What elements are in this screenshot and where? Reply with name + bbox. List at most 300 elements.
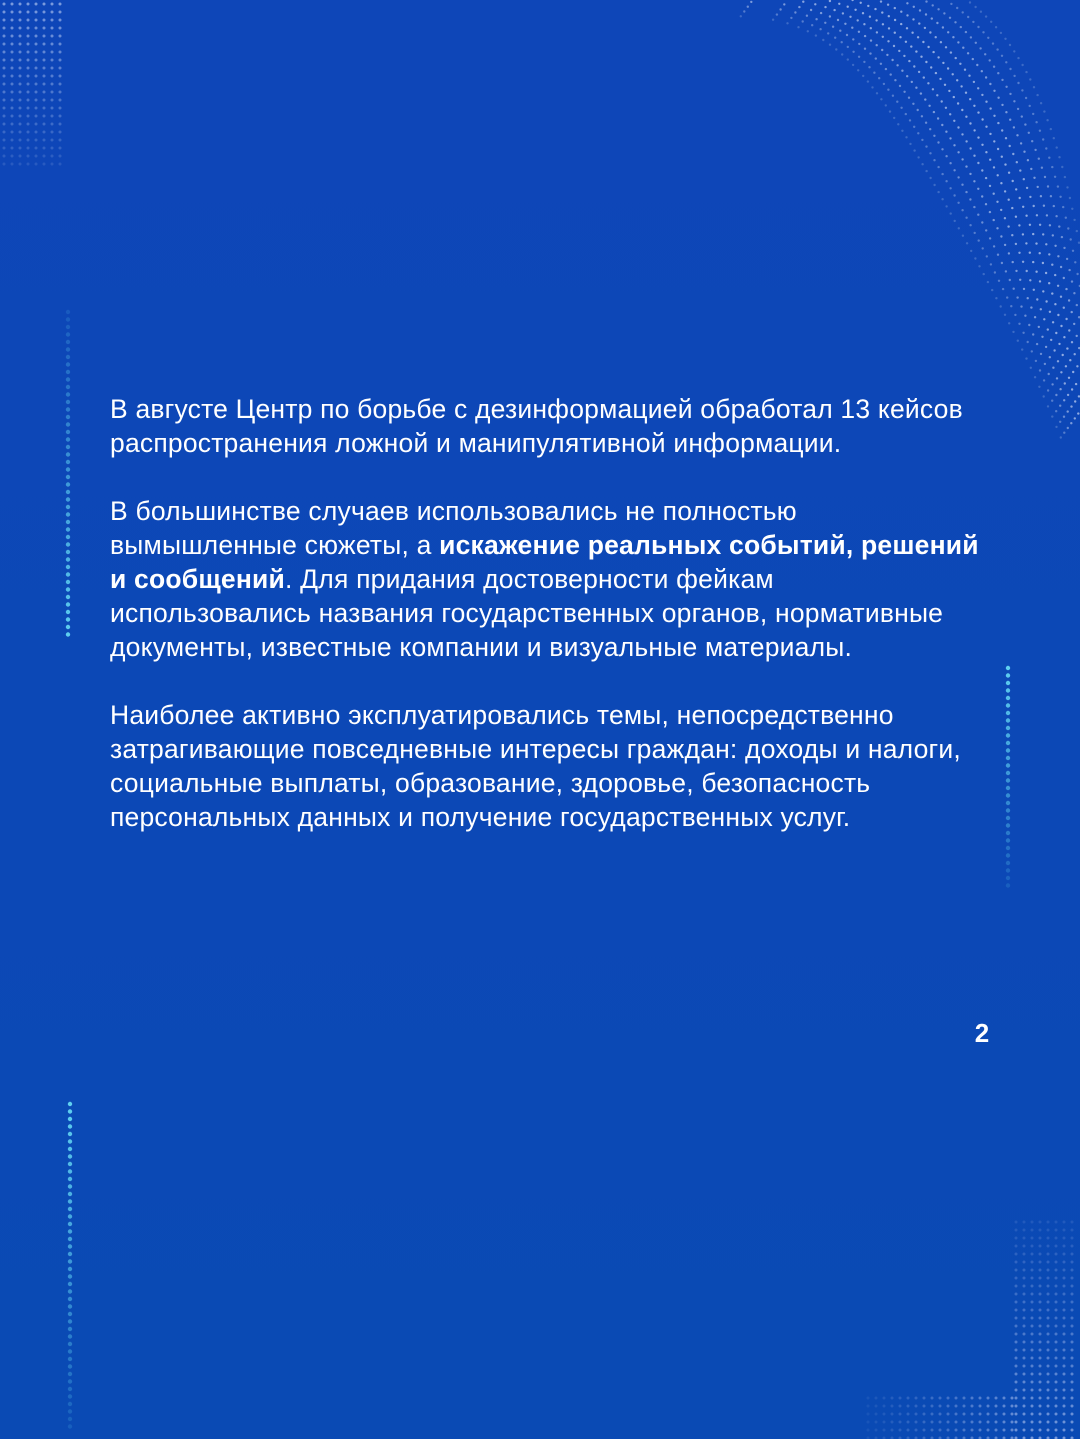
decor-dot <box>19 147 22 150</box>
decor-dot <box>1045 243 1047 245</box>
decor-dot <box>989 237 991 239</box>
decor-dot <box>894 79 896 81</box>
decor-dot <box>858 43 860 45</box>
decor-dot <box>851 27 853 29</box>
decor-dot <box>51 75 54 78</box>
decor-dot <box>1070 405 1072 407</box>
decor-dot <box>1006 801 1010 805</box>
decor-dot <box>915 1405 918 1408</box>
decor-dot <box>947 1421 950 1424</box>
decor-dot <box>1055 1389 1058 1392</box>
decor-dot <box>971 1397 974 1400</box>
decor-dot <box>909 119 911 121</box>
decor-dot <box>814 3 816 5</box>
decor-dot <box>66 512 70 516</box>
decor-dot <box>965 92 967 94</box>
decor-dot <box>937 56 939 58</box>
decor-dot <box>932 88 934 90</box>
decor-dot <box>1006 741 1010 745</box>
decor-dot <box>1000 32 1002 34</box>
decor-dot <box>941 100 943 102</box>
decor-dot <box>972 58 974 60</box>
decor-dot <box>1055 1317 1058 1320</box>
decor-dot <box>779 8 781 10</box>
decor-dot <box>894 32 896 34</box>
decor-dot <box>984 53 986 55</box>
decor-dot <box>1055 1381 1058 1384</box>
decor-dot <box>1071 1365 1074 1368</box>
decor-dot <box>1031 1261 1034 1264</box>
decor-dot <box>27 147 30 150</box>
decor-dot <box>68 1252 72 1256</box>
decor-dot <box>1047 1397 1050 1400</box>
decor-dot <box>1055 1365 1058 1368</box>
decor-dot <box>68 1387 72 1391</box>
decor-dot <box>1003 1405 1006 1408</box>
decor-dot <box>972 21 974 23</box>
decor-dot <box>1063 1261 1066 1264</box>
decor-dot <box>1071 311 1073 313</box>
decor-dot <box>59 131 62 134</box>
decor-dot <box>19 43 22 46</box>
decor-dot <box>43 43 46 46</box>
decor-dot <box>993 193 995 195</box>
decor-dot <box>1043 318 1045 320</box>
decor-dot <box>1047 1325 1050 1328</box>
decor-dot <box>1048 282 1050 284</box>
decor-dot <box>43 11 46 14</box>
decor-dot <box>3 107 6 110</box>
decor-dot <box>1006 703 1010 707</box>
decor-dot <box>19 99 22 102</box>
decor-dot <box>43 163 46 166</box>
left-dot-column <box>66 310 70 637</box>
decor-dot <box>967 16 969 18</box>
decor-dot <box>1006 778 1010 782</box>
decor-dot <box>66 325 70 329</box>
decor-dot <box>937 117 939 119</box>
decor-dot <box>1000 235 1002 237</box>
decor-dot <box>1011 207 1013 209</box>
decor-dot <box>68 1312 72 1316</box>
decor-dot <box>909 143 911 145</box>
decor-dot <box>987 1421 990 1424</box>
decor-dot <box>27 131 30 134</box>
decor-dot <box>970 36 972 38</box>
decor-dot <box>891 1413 894 1416</box>
decor-dot <box>1055 1229 1058 1232</box>
decor-dot <box>806 15 808 17</box>
decor-dot <box>1055 1293 1058 1296</box>
decor-dot <box>1031 1429 1034 1432</box>
decor-dot <box>66 542 70 546</box>
decor-dot <box>990 263 992 265</box>
decor-dot <box>1015 1357 1018 1360</box>
decor-dot <box>1003 1421 1006 1424</box>
decor-dot <box>1036 94 1038 96</box>
decor-dot <box>1068 299 1070 301</box>
decor-dot <box>925 13 927 15</box>
decor-dot <box>961 158 963 160</box>
decor-dot <box>928 105 930 107</box>
decor-dot <box>964 69 966 71</box>
decor-dot <box>993 90 995 92</box>
decor-dot <box>947 1413 950 1416</box>
decor-dot <box>59 67 62 70</box>
decor-dot <box>1025 215 1027 217</box>
decor-dot <box>867 1421 870 1424</box>
decor-dot <box>955 1429 958 1432</box>
decor-dot <box>19 3 22 6</box>
decor-dot <box>961 133 963 135</box>
decor-dot <box>1046 119 1048 121</box>
decor-dot <box>1047 185 1049 187</box>
decor-dot <box>993 115 995 117</box>
decor-dot <box>1020 305 1022 307</box>
decor-dot <box>1071 1333 1074 1336</box>
decor-dot <box>875 1413 878 1416</box>
decor-dot <box>1024 315 1026 317</box>
decor-dot <box>1023 1357 1026 1360</box>
decor-dot <box>887 40 889 42</box>
decor-dot <box>952 73 954 75</box>
decor-dot <box>931 1421 934 1424</box>
decor-dot <box>1013 126 1015 128</box>
decor-dot <box>899 1429 902 1432</box>
decor-dot <box>1038 158 1040 160</box>
decor-dot <box>1071 1349 1074 1352</box>
decor-dot <box>1047 1269 1050 1272</box>
decor-dot <box>1055 1245 1058 1248</box>
decor-dot <box>963 1405 966 1408</box>
decor-dot <box>1014 314 1016 316</box>
decor-dot <box>1063 1277 1066 1280</box>
decor-dot <box>1066 186 1068 188</box>
decor-dot <box>978 239 980 241</box>
decor-dot <box>962 47 964 49</box>
decor-dot <box>1012 153 1014 155</box>
decor-dot <box>997 254 999 256</box>
decor-dot <box>929 177 931 179</box>
decor-dot <box>927 46 929 48</box>
decor-dot <box>899 1405 902 1408</box>
decor-dot <box>1009 145 1011 147</box>
decor-dot <box>1023 1301 1026 1304</box>
decor-dot <box>852 38 854 40</box>
decor-dot <box>977 188 979 190</box>
decor-dot <box>27 139 30 142</box>
decor-dot <box>68 1334 72 1338</box>
decor-dot <box>957 202 959 204</box>
decor-dot <box>59 43 62 46</box>
decor-dot <box>1060 296 1062 298</box>
decor-dot <box>51 27 54 30</box>
decor-dot <box>1047 1245 1050 1248</box>
decor-dot <box>870 27 872 29</box>
decor-dot <box>1068 377 1070 379</box>
decor-dot <box>66 490 70 494</box>
decor-dot <box>1052 234 1054 236</box>
decor-dot <box>1047 1261 1050 1264</box>
decor-dot <box>43 139 46 142</box>
decor-dot <box>955 1421 958 1424</box>
decor-dot <box>977 136 979 138</box>
decor-dot <box>1047 1421 1050 1424</box>
decor-dot <box>921 139 923 141</box>
decor-dot <box>1057 285 1059 287</box>
decor-dot <box>1015 1381 1018 1384</box>
decor-dot <box>51 59 54 62</box>
decor-dot <box>1061 166 1063 168</box>
decor-dot <box>874 8 876 10</box>
decor-dot <box>43 91 46 94</box>
decor-dot <box>3 147 6 150</box>
decor-dot <box>1015 1221 1018 1224</box>
decor-dot <box>876 92 878 94</box>
decor-dot <box>968 75 970 77</box>
decor-dot <box>982 31 984 33</box>
decor-dot <box>903 91 905 93</box>
decor-dot <box>1033 289 1035 291</box>
decor-dot <box>11 43 14 46</box>
decor-dot <box>954 21 956 23</box>
decor-dot <box>1039 1381 1042 1384</box>
decor-dot <box>66 520 70 524</box>
decor-dot <box>950 51 952 53</box>
decor-dot <box>915 1421 918 1424</box>
decor-dot <box>935 72 937 74</box>
decor-dot <box>1023 1317 1026 1320</box>
decor-dot <box>1028 132 1030 134</box>
decor-dot <box>962 11 964 13</box>
decor-dot <box>1023 1253 1026 1256</box>
decor-dot <box>747 6 749 8</box>
decor-dot <box>1023 1277 1026 1280</box>
decor-dot <box>1043 395 1045 397</box>
decor-dot <box>1045 346 1047 348</box>
decor-dot <box>1000 182 1002 184</box>
decor-dot <box>1015 1309 1018 1312</box>
decor-dot <box>1073 292 1075 294</box>
decor-dot <box>841 53 843 55</box>
decor-dot <box>1015 216 1017 218</box>
decor-dot <box>917 156 919 158</box>
decor-dot <box>1032 333 1034 335</box>
decor-dot <box>1055 1429 1058 1432</box>
decor-dot <box>887 89 889 91</box>
decor-dot <box>960 26 962 28</box>
decor-dot <box>1031 1245 1034 1248</box>
decor-dot <box>59 11 62 14</box>
decor-dot <box>1027 297 1029 299</box>
decor-dot <box>989 59 991 61</box>
decor-dot <box>1032 261 1034 263</box>
decor-dot <box>1049 224 1051 226</box>
decor-dot <box>1071 1301 1074 1304</box>
decor-dot <box>1023 1237 1026 1240</box>
decor-dot <box>1063 1229 1066 1232</box>
decor-dot <box>1071 1317 1074 1320</box>
decor-dot <box>1050 339 1052 341</box>
decor-dot <box>59 139 62 142</box>
decor-dot <box>1051 383 1053 385</box>
decor-dot <box>1047 1413 1050 1416</box>
decor-dot <box>923 1421 926 1424</box>
decor-dot <box>1063 1269 1066 1272</box>
decor-dot <box>1047 1349 1050 1352</box>
decor-dot <box>896 64 898 66</box>
decor-dot <box>977 111 979 113</box>
decor-dot <box>1045 272 1047 274</box>
decor-dot <box>1042 290 1044 292</box>
decor-dot <box>1063 1325 1066 1328</box>
decor-dot <box>11 131 14 134</box>
decor-dot <box>43 75 46 78</box>
decor-dot <box>1032 233 1034 235</box>
decor-dot <box>19 91 22 94</box>
decor-dot <box>1015 1261 1018 1264</box>
decor-dot <box>1039 1317 1042 1320</box>
decor-dot <box>1021 115 1023 117</box>
decor-dot <box>923 1429 926 1432</box>
decor-dot <box>945 107 947 109</box>
decor-dot <box>921 115 923 117</box>
decor-dot <box>969 147 971 149</box>
decor-dot <box>1021 348 1023 350</box>
decor-dot <box>1022 332 1024 334</box>
decor-dot <box>1011 1421 1014 1424</box>
decor-dot <box>1015 1301 1018 1304</box>
decor-dot <box>1059 405 1061 407</box>
decor-dot <box>1006 733 1010 737</box>
decor-dot <box>3 27 6 30</box>
decor-dot <box>3 35 6 38</box>
decor-dot <box>772 19 774 21</box>
decor-dot <box>1055 1333 1058 1336</box>
decor-dot <box>66 475 70 479</box>
decor-dot <box>883 1397 886 1400</box>
decor-dot <box>941 148 943 150</box>
decor-dot <box>1063 307 1065 309</box>
decor-dot <box>1011 1397 1014 1400</box>
decor-dot <box>51 131 54 134</box>
decor-dot <box>978 265 980 267</box>
decor-dot <box>973 206 975 208</box>
decor-dot <box>1028 324 1030 326</box>
decor-dot <box>953 194 955 196</box>
decor-dot <box>1055 1341 1058 1344</box>
decor-dot <box>945 205 947 207</box>
decor-dot <box>1031 1293 1034 1296</box>
decor-dot <box>1076 335 1078 337</box>
decor-dot <box>27 59 30 62</box>
decor-dot <box>995 1429 998 1432</box>
decor-dot <box>1063 247 1065 249</box>
decor-dot <box>1023 1397 1026 1400</box>
decor-dot <box>3 163 6 166</box>
decor-dot <box>886 54 888 56</box>
decor-dot <box>1031 1389 1034 1392</box>
decor-dot <box>1036 298 1038 300</box>
decor-dot <box>68 1117 72 1121</box>
decor-dot <box>1067 410 1069 412</box>
decor-dot <box>1055 1309 1058 1312</box>
decor-dot <box>1035 121 1037 123</box>
decor-dot <box>871 86 873 88</box>
decor-dot <box>1040 102 1042 104</box>
decor-dot <box>35 59 38 62</box>
decor-dot <box>1063 1397 1066 1400</box>
decor-dot <box>1015 1421 1018 1424</box>
decor-dot <box>925 145 927 147</box>
decor-dot <box>35 67 38 70</box>
decor-dot <box>948 90 950 92</box>
decor-dot <box>929 152 931 154</box>
decor-dot <box>1031 1349 1034 1352</box>
decor-dot <box>11 91 14 94</box>
decor-dot <box>66 385 70 389</box>
decor-dot <box>1016 161 1018 163</box>
decor-dot <box>1039 1221 1042 1224</box>
decor-dot <box>1015 1333 1018 1336</box>
decor-dot <box>1071 1341 1074 1344</box>
decor-dot <box>918 22 920 24</box>
decor-dot <box>899 1413 902 1416</box>
decor-dot <box>1001 129 1003 131</box>
decor-dot <box>971 1405 974 1408</box>
decor-dot <box>68 1147 72 1151</box>
decor-dot <box>1011 1405 1014 1408</box>
decor-dot <box>1071 1285 1074 1288</box>
decor-dot <box>834 37 836 39</box>
decor-dot <box>1038 386 1040 388</box>
decor-dot <box>922 41 924 43</box>
decor-dot <box>1031 1357 1034 1360</box>
decor-dot <box>878 77 880 79</box>
decor-dot <box>899 36 901 38</box>
decor-dot <box>1018 224 1020 226</box>
decor-dot <box>1023 1221 1026 1224</box>
decor-dot <box>1047 1333 1050 1336</box>
decor-dot <box>933 184 935 186</box>
decor-dot <box>68 1102 72 1106</box>
decor-dot <box>1033 177 1035 179</box>
decor-dot <box>1055 426 1057 428</box>
paragraph-intro: В августе Центр по борьбе с дезинформацией обработал 13 кейсов распространения ложной и манипулятивной информации. <box>110 394 963 458</box>
decor-dot <box>1043 379 1045 381</box>
decor-dot <box>1052 321 1054 323</box>
decor-dot <box>898 50 900 52</box>
decor-dot <box>1070 238 1072 240</box>
decor-dot <box>51 115 54 118</box>
decor-dot <box>59 3 62 6</box>
decor-dot <box>876 31 878 33</box>
decor-dot <box>1055 1301 1058 1304</box>
decor-dot <box>936 22 938 24</box>
decor-dot <box>1071 1309 1074 1312</box>
decor-dot <box>1039 1421 1042 1424</box>
decor-dot <box>864 48 866 50</box>
decor-dot <box>1001 262 1003 264</box>
decor-dot <box>1071 341 1073 343</box>
decor-dot <box>3 67 6 70</box>
decor-dot <box>867 80 869 82</box>
decor-dot <box>995 1397 998 1400</box>
decor-dot <box>3 51 6 54</box>
decor-dot <box>939 1405 942 1408</box>
decor-dot <box>1060 436 1062 438</box>
decor-dot <box>982 247 984 249</box>
